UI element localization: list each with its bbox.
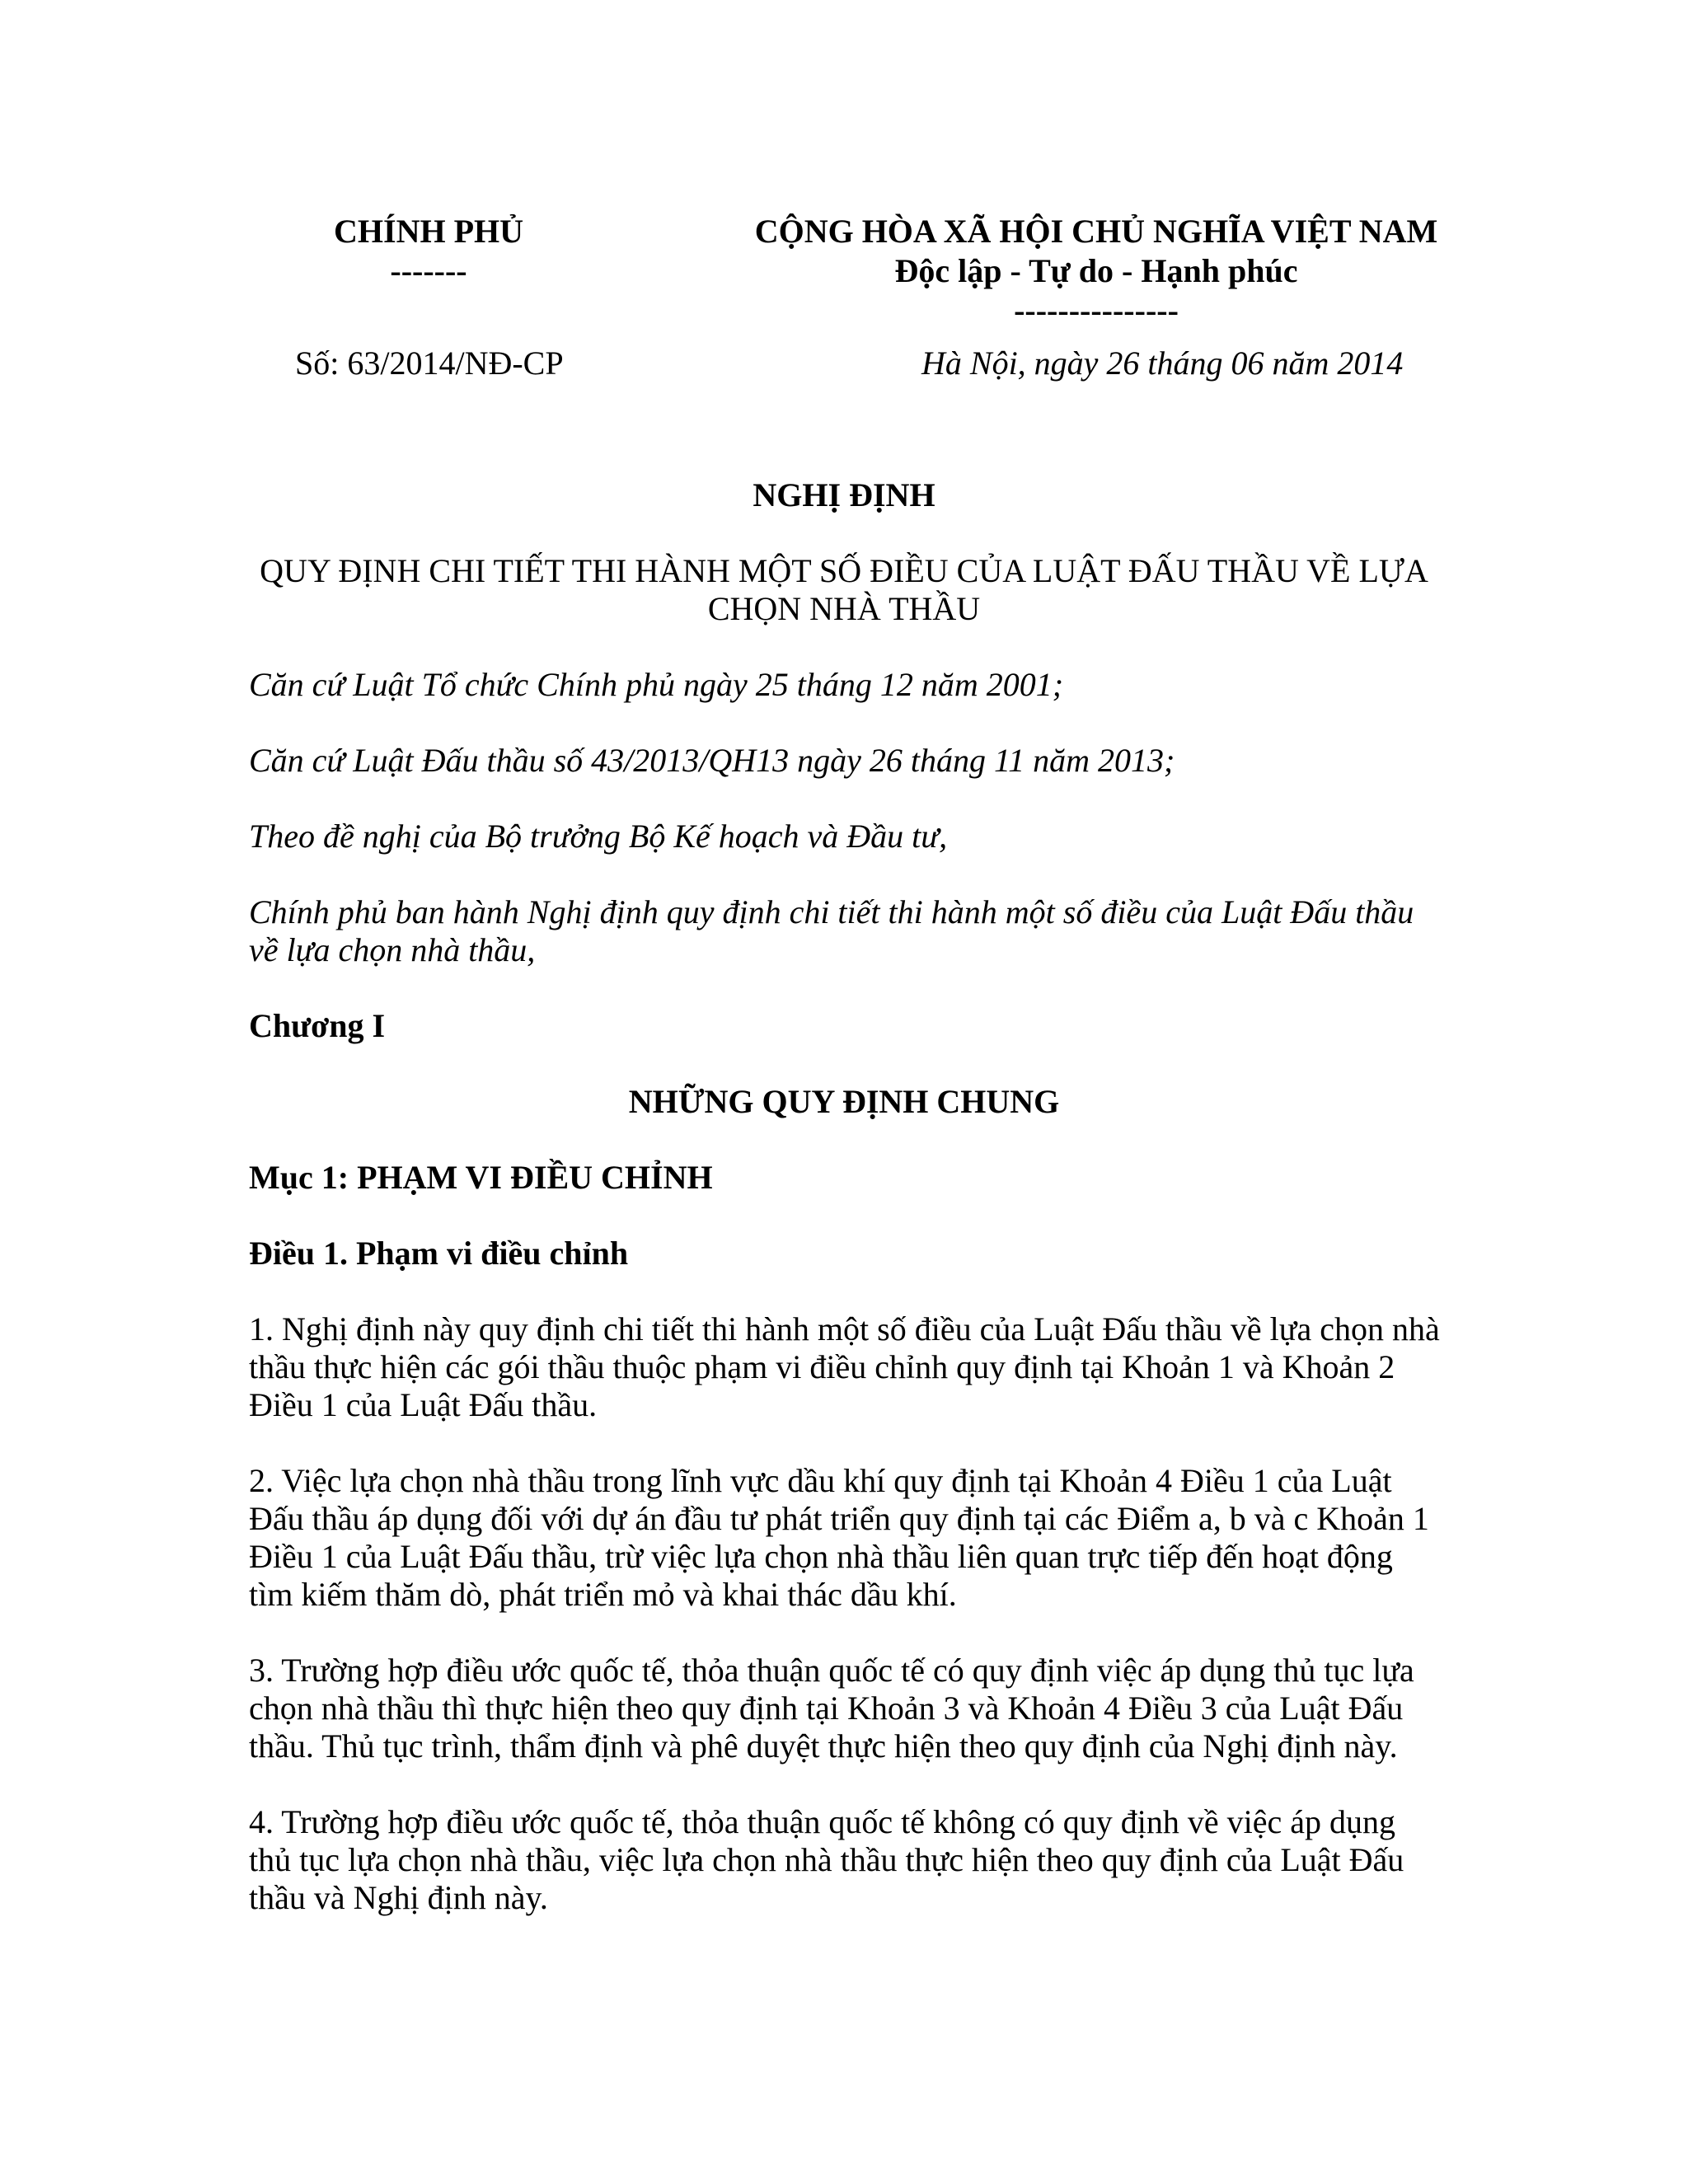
org-underline: ------- [390, 252, 467, 289]
motto-underline: --------------- [1014, 292, 1179, 329]
document-number: Số: 63/2014/NĐ-CP [295, 344, 564, 382]
legal-basis-2: Căn cứ Luật Đấu thầu số 43/2013/QH13 ngày 26 tháng 11 năm 2013; [249, 742, 1175, 779]
nation-name: CỘNG HÒA XÃ HỘI CHỦ NGHĨA VIỆT NAM [754, 213, 1438, 250]
enactment-clause: Chính phủ ban hành Nghị định quy định chi tiết thi hành một số điều của Luật Đấu thầu về lựa chọn nhà thầu, [249, 893, 1414, 968]
clause-4: 4. Trường hợp điều ước quốc tế, thỏa thuận quốc tế không có quy định về việc áp dụng thủ tục lựa chọn nhà thầu, việc lựa chọn nhà thầu thực hiện theo quy định của Luật Đấu thầu và Nghị định này. [249, 1803, 1404, 1916]
section-heading: Mục 1: PHẠM VI ĐIỀU CHỈNH [249, 1159, 713, 1196]
document-subject-line-2: CHỌN NHÀ THẦU [707, 590, 981, 627]
document-subject-line-1: QUY ĐỊNH CHI TIẾT THI HÀNH MỘT SỐ ĐIỀU CỦA LUẬT ĐẤU THẦU VỀ LỰA [260, 552, 1428, 589]
place-and-date: Hà Nội, ngày 26 tháng 06 năm 2014 [921, 344, 1404, 382]
national-motto: Độc lập - Tự do - Hạnh phúc [894, 252, 1298, 289]
clause-1: 1. Nghị định này quy định chi tiết thi hành một số điều của Luật Đấu thầu về lựa chọn nhà thầu thực hiện các gói thầu thuộc phạm vi điều chỉnh quy định tại Khoản 1 và Khoản 2 Điều 1 của Luật Đấu thầu. [249, 1310, 1440, 1423]
document-type: NGHỊ ĐỊNH [753, 476, 935, 513]
clause-2: 2. Việc lựa chọn nhà thầu trong lĩnh vực dầu khí quy định tại Khoản 4 Điều 1 của Luật Đấu thầu áp dụng đối với dự án đầu tư phát triển quy định tại các Điểm a, b và c Khoản 1 Điều 1 của Luật Đấu thầu, trừ việc lựa chọn nhà thầu liên quan trực tiếp đến hoạt động tìm kiếm thăm dò, phát triển mỏ và khai thác dầu khí. [249, 1462, 1429, 1613]
issuing-org: CHÍNH PHỦ [334, 213, 523, 250]
proposal-basis: Theo đề nghị của Bộ trưởng Bộ Kế hoạch và Đầu tư, [249, 818, 948, 855]
clause-3: 3. Trường hợp điều ước quốc tế, thỏa thuận quốc tế có quy định việc áp dụng thủ tục lựa chọn nhà thầu thì thực hiện theo quy định tại Khoản 3 và Khoản 4 Điều 3 của Luật Đấu thầu. Thủ tục trình, thẩm định và phê duyệt thực hiện theo quy định của Nghị định này. [249, 1652, 1414, 1765]
chapter-label: Chương I [249, 1007, 386, 1044]
chapter-title: NHỮNG QUY ĐỊNH CHUNG [628, 1083, 1060, 1120]
legal-basis-1: Căn cứ Luật Tổ chức Chính phủ ngày 25 tháng 12 năm 2001; [249, 666, 1064, 703]
article-heading: Điều 1. Phạm vi điều chỉnh [249, 1235, 629, 1272]
